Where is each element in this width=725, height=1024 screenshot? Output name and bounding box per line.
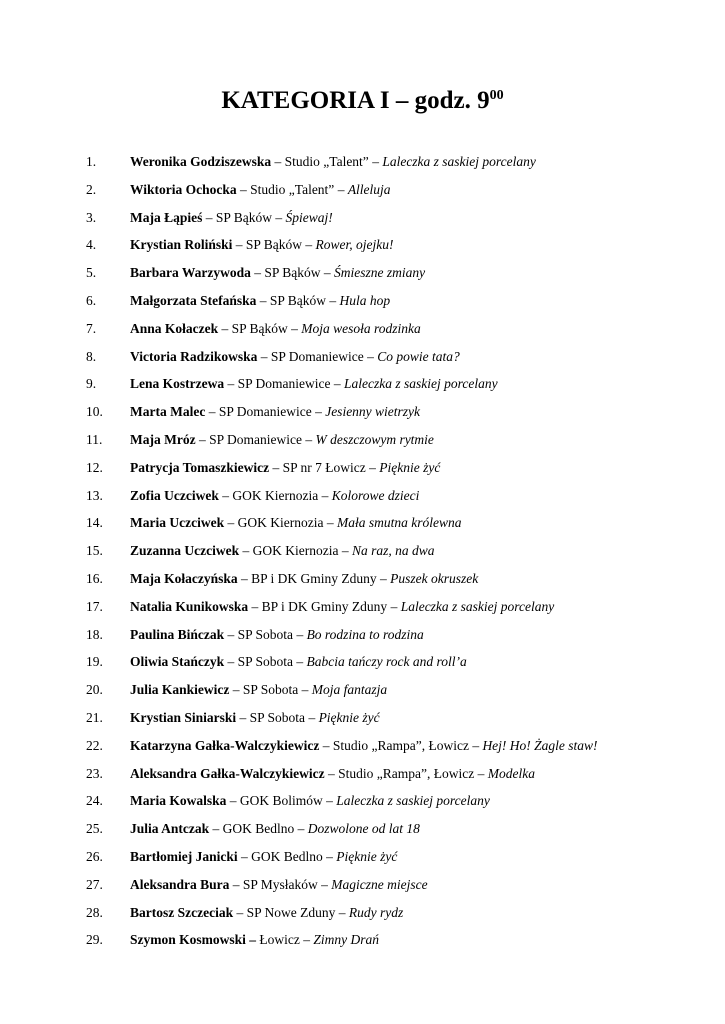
- list-item-entry: [130, 926, 379, 954]
- separator: –: [237, 848, 252, 864]
- list-item-number: 4.: [86, 237, 97, 253]
- list-item: [0, 176, 725, 204]
- list-item-number: 14.: [86, 515, 103, 531]
- list-item-number: 9.: [86, 376, 97, 392]
- list-item: [0, 593, 725, 621]
- participant-organization: SP Bąków: [245, 237, 303, 253]
- participant-organization: Studio „Talent”: [250, 181, 335, 197]
- list-item: [0, 315, 725, 343]
- separator: –: [250, 265, 265, 281]
- separator: –: [365, 459, 380, 475]
- participant-name: Patrycja Tomaszkiewicz: [130, 459, 270, 475]
- separator: –: [338, 543, 352, 559]
- song-title: Laleczka z saskiej porcelany: [343, 376, 498, 392]
- separator: –: [318, 487, 332, 503]
- separator: –: [368, 154, 383, 169]
- participant-name: Victoria Radzikowska: [130, 348, 258, 364]
- list-item-entry: [130, 204, 333, 232]
- list-item: [0, 287, 725, 315]
- separator: –: [326, 292, 340, 308]
- list-item: [0, 426, 725, 454]
- list-item-entry: [130, 231, 394, 259]
- list-item: [0, 231, 725, 259]
- separator: –: [323, 515, 337, 531]
- participant-organization: GOK Kiernozia: [232, 487, 319, 503]
- list-item-number: 13.: [86, 487, 103, 503]
- separator: –: [320, 265, 335, 281]
- song-title: Hula hop: [339, 292, 391, 308]
- participant-name: Julia Kankiewicz: [130, 682, 230, 698]
- separator: –: [205, 404, 219, 420]
- song-title: Rudy rydz: [348, 904, 404, 920]
- list-item: [0, 482, 725, 510]
- separator: –: [239, 543, 253, 559]
- song-title: Puszek okruszek: [390, 570, 479, 586]
- separator: –: [229, 682, 243, 698]
- separator: –: [232, 237, 246, 253]
- song-title: Kolorowe dzieci: [331, 487, 420, 503]
- separator: –: [311, 404, 326, 420]
- song-title: Mała smutna królewna: [336, 515, 462, 531]
- participant-name: Aleksandra Gałka-Walczykiewicz: [130, 765, 325, 781]
- list-item: [0, 370, 725, 398]
- separator: –: [335, 904, 349, 920]
- separator: –: [293, 654, 307, 670]
- song-title: Zimny Drań: [313, 932, 380, 948]
- list-item-entry: [130, 259, 425, 287]
- separator: –: [271, 154, 285, 169]
- list-item-number: 16.: [86, 570, 103, 586]
- song-title: Moja fantazja: [311, 682, 388, 698]
- list-item: [0, 537, 725, 565]
- participant-name: Krystian Roliński: [130, 237, 233, 253]
- separator: –: [330, 376, 344, 392]
- list-item: [0, 871, 725, 899]
- separator: –: [236, 709, 250, 725]
- separator: –: [293, 626, 307, 642]
- song-title: Dozwolone od lat 18: [307, 821, 420, 837]
- participant-organization: Łowicz: [259, 932, 300, 948]
- list-item-entry: [130, 148, 536, 176]
- separator: –: [224, 654, 238, 670]
- list-item-number: 10.: [86, 404, 103, 420]
- participant-organization: SP Bąków: [269, 292, 326, 308]
- list-item-entry: [130, 343, 460, 371]
- participant-organization: SP Domaniewice: [218, 404, 312, 420]
- list-item-number: 6.: [86, 292, 97, 308]
- list-item-entry: [130, 676, 387, 704]
- separator: –: [299, 932, 314, 948]
- separator: –: [334, 181, 348, 197]
- list-item-number: 19.: [86, 654, 103, 670]
- list-item-entry: [130, 732, 598, 760]
- participant-name: Zofia Uczciwek: [130, 487, 219, 503]
- participant-name: Szymon Kosmowski –: [130, 932, 257, 948]
- participant-name: Julia Antczak: [130, 821, 210, 837]
- participant-organization: SP Sobota: [242, 682, 299, 698]
- separator: –: [224, 515, 238, 531]
- list-item-number: 7.: [86, 320, 97, 336]
- song-title: Hej! Ho! Żagle staw!: [482, 737, 598, 753]
- list-item-entry: [130, 648, 467, 676]
- separator: –: [236, 181, 251, 197]
- separator: –: [376, 570, 391, 586]
- list-item-number: 3.: [86, 209, 97, 225]
- list-item-number: 28.: [86, 904, 103, 920]
- list-item-entry: [130, 815, 420, 843]
- list-item: [0, 676, 725, 704]
- participant-organization: Studio „Rampa”, Łowicz: [332, 737, 469, 753]
- list-item-entry: [130, 843, 397, 871]
- list-item: [0, 926, 725, 954]
- list-item-number: 25.: [86, 821, 103, 837]
- participant-name: Wiktoria Ochocka: [130, 181, 237, 197]
- list-item: [0, 787, 725, 815]
- song-title: Moja wesoła rodzinka: [301, 320, 421, 336]
- list-item: [0, 732, 725, 760]
- list-item-number: 18.: [86, 626, 103, 642]
- list-item-entry: [130, 315, 421, 343]
- participant-organization: GOK Kiernozia: [252, 543, 339, 559]
- song-title: Babcia tańczy rock and roll’a: [306, 654, 467, 670]
- separator: –: [224, 376, 238, 392]
- participant-name: Krystian Siniarski: [130, 709, 237, 725]
- list-item-entry: [130, 871, 428, 899]
- list-item: [0, 899, 725, 927]
- participant-organization: SP nr 7 Łowicz: [282, 459, 366, 475]
- song-title: Modelka: [487, 765, 535, 781]
- separator: –: [209, 821, 223, 837]
- list-item-number: 15.: [86, 543, 103, 559]
- participant-name: Weronika Godziszewska: [130, 154, 272, 169]
- list-item: [0, 454, 725, 482]
- song-title: Laleczka z saskiej porcelany: [382, 154, 536, 169]
- separator: –: [322, 848, 337, 864]
- title-text: KATEGORIA I – godz. 9: [221, 87, 490, 114]
- participant-name: Marta Malec: [130, 404, 206, 420]
- song-title: Pięknie żyć: [318, 709, 380, 725]
- list-item-entry: [130, 787, 490, 815]
- list-item-number: 12.: [86, 459, 103, 475]
- list-item: [0, 259, 725, 287]
- song-title: Jesienny wietrzyk: [325, 404, 421, 420]
- list-item: [0, 843, 725, 871]
- participant-name: Anna Kołaczek: [130, 320, 219, 336]
- list-item-number: 22.: [86, 737, 103, 753]
- list-item-number: 24.: [86, 793, 103, 809]
- participant-list: [0, 148, 725, 954]
- separator: –: [195, 431, 210, 447]
- participant-organization: Studio „Talent”: [284, 154, 369, 169]
- song-title: Magiczne miejsce: [331, 876, 428, 892]
- separator: –: [202, 209, 216, 225]
- participant-organization: Studio „Rampa”, Łowicz: [338, 765, 475, 781]
- participant-organization: SP Sobota: [249, 709, 306, 725]
- participant-name: Natalia Kunikowska: [130, 598, 249, 614]
- separator: –: [272, 209, 286, 225]
- list-item-number: 27.: [86, 876, 103, 892]
- page-title: [0, 85, 725, 117]
- participant-organization: SP Sobota: [237, 654, 294, 670]
- separator: –: [269, 459, 283, 475]
- list-item-entry: [130, 176, 391, 204]
- list-item: [0, 704, 725, 732]
- separator: –: [287, 320, 302, 336]
- list-item-entry: [130, 370, 498, 398]
- song-title: Bo rodzina to rodzina: [306, 626, 424, 642]
- list-item-entry: [130, 565, 478, 593]
- separator: –: [305, 709, 319, 725]
- separator: –: [294, 821, 308, 837]
- list-item-entry: [130, 593, 554, 621]
- list-item-entry: [130, 899, 403, 927]
- participant-name: Maria Kowalska: [130, 793, 227, 809]
- list-item-entry: [130, 454, 440, 482]
- separator: –: [256, 292, 270, 308]
- participant-name: Katarzyna Gałka-Walczykiewicz: [130, 737, 320, 753]
- song-title: Laleczka z saskiej porcelany: [400, 598, 555, 614]
- list-item: [0, 509, 725, 537]
- separator: –: [233, 904, 247, 920]
- participant-organization: SP Nowe Zduny: [246, 904, 336, 920]
- list-item: [0, 204, 725, 232]
- participant-name: Bartosz Szczeciak: [130, 904, 234, 920]
- participant-organization: SP Bąków: [215, 209, 273, 225]
- list-item: [0, 621, 725, 649]
- separator: –: [248, 598, 262, 614]
- list-item-entry: [130, 621, 424, 649]
- separator: –: [226, 793, 240, 809]
- participant-organization: SP Bąków: [264, 265, 321, 281]
- separator: –: [319, 737, 333, 753]
- list-item-entry: [130, 704, 380, 732]
- list-item-entry: [130, 509, 461, 537]
- list-item-entry: [130, 287, 390, 315]
- list-item-number: 29.: [86, 932, 103, 948]
- song-title: Pięknie żyć: [379, 459, 441, 475]
- participant-organization: GOK Bedlno: [222, 821, 295, 837]
- list-item: [0, 815, 725, 843]
- participant-name: Maja Mróz: [130, 431, 196, 447]
- song-title: Alleluja: [347, 181, 391, 197]
- separator: –: [257, 348, 271, 364]
- list-item: [0, 760, 725, 788]
- separator: –: [218, 487, 233, 503]
- list-item-number: 23.: [86, 765, 103, 781]
- list-item-entry: [130, 426, 434, 454]
- participant-organization: GOK Kiernozia: [237, 515, 324, 531]
- list-item-entry: [130, 398, 420, 426]
- separator: –: [301, 431, 316, 447]
- separator: –: [317, 876, 332, 892]
- song-title: Śmieszne zmiany: [334, 265, 426, 281]
- separator: –: [218, 320, 232, 336]
- list-item-number: 1.: [86, 154, 97, 169]
- list-item-number: 5.: [86, 265, 97, 281]
- list-item-number: 11.: [86, 431, 103, 447]
- list-item-number: 17.: [86, 598, 103, 614]
- list-item: [0, 565, 725, 593]
- list-item: [0, 648, 725, 676]
- song-title: Pięknie żyć: [336, 848, 398, 864]
- participant-organization: GOK Bolimów: [239, 793, 323, 809]
- list-item: [0, 148, 725, 176]
- separator: –: [322, 793, 337, 809]
- song-title: Śpiewaj!: [285, 209, 333, 225]
- list-item-number: 21.: [86, 709, 103, 725]
- separator: –: [237, 570, 252, 586]
- separator: –: [224, 626, 238, 642]
- list-item: [0, 343, 725, 371]
- participant-organization: GOK Bedlno: [251, 848, 323, 864]
- separator: –: [229, 876, 243, 892]
- song-title: W deszczowym rytmie: [315, 431, 434, 447]
- participant-name: Maria Uczciwek: [130, 515, 225, 531]
- song-title: Co powie tata?: [377, 348, 460, 364]
- participant-organization: SP Domaniewice: [270, 348, 364, 364]
- list-item-number: 8.: [86, 348, 97, 364]
- participant-organization: SP Sobota: [237, 626, 294, 642]
- song-title: Rower, ojejku!: [315, 237, 394, 253]
- participant-name: Paulina Bińczak: [130, 626, 225, 642]
- participant-name: Lena Kostrzewa: [130, 376, 225, 392]
- participant-organization: BP i DK Gminy Zduny: [251, 570, 377, 586]
- participant-name: Barbara Warzywoda: [130, 265, 251, 281]
- separator: –: [468, 737, 483, 753]
- participant-organization: SP Domaniewice: [209, 431, 302, 447]
- separator: –: [363, 348, 378, 364]
- participant-organization: SP Bąków: [231, 320, 288, 336]
- list-item-number: 20.: [86, 682, 103, 698]
- separator: –: [324, 765, 339, 781]
- participant-organization: SP Domaniewice: [237, 376, 331, 392]
- participant-organization: BP i DK Gminy Zduny: [261, 598, 388, 614]
- list-item-entry: [130, 482, 419, 510]
- separator: –: [302, 237, 316, 253]
- participant-name: Oliwia Stańczyk: [130, 654, 225, 670]
- participant-name: Aleksandra Bura: [130, 876, 230, 892]
- participant-name: Maja Łąpieś: [130, 209, 203, 225]
- song-title: Na raz, na dwa: [351, 543, 435, 559]
- participant-name: Bartłomiej Janicki: [130, 848, 238, 864]
- participant-name: Maja Kołaczyńska: [130, 570, 238, 586]
- list-item-number: 2.: [86, 181, 97, 197]
- list-item-number: 26.: [86, 848, 103, 864]
- participant-organization: SP Mysłaków: [242, 876, 318, 892]
- list-item-entry: [130, 760, 535, 788]
- title-superscript: 00: [489, 88, 504, 103]
- separator: –: [474, 765, 488, 781]
- song-title: Laleczka z saskiej porcelany: [336, 793, 490, 809]
- separator: –: [298, 682, 312, 698]
- list-item-entry: [130, 537, 435, 565]
- separator: –: [387, 598, 401, 614]
- participant-name: Zuzanna Uczciwek: [130, 543, 240, 559]
- list-item: [0, 398, 725, 426]
- participant-name: Małgorzata Stefańska: [130, 292, 257, 308]
